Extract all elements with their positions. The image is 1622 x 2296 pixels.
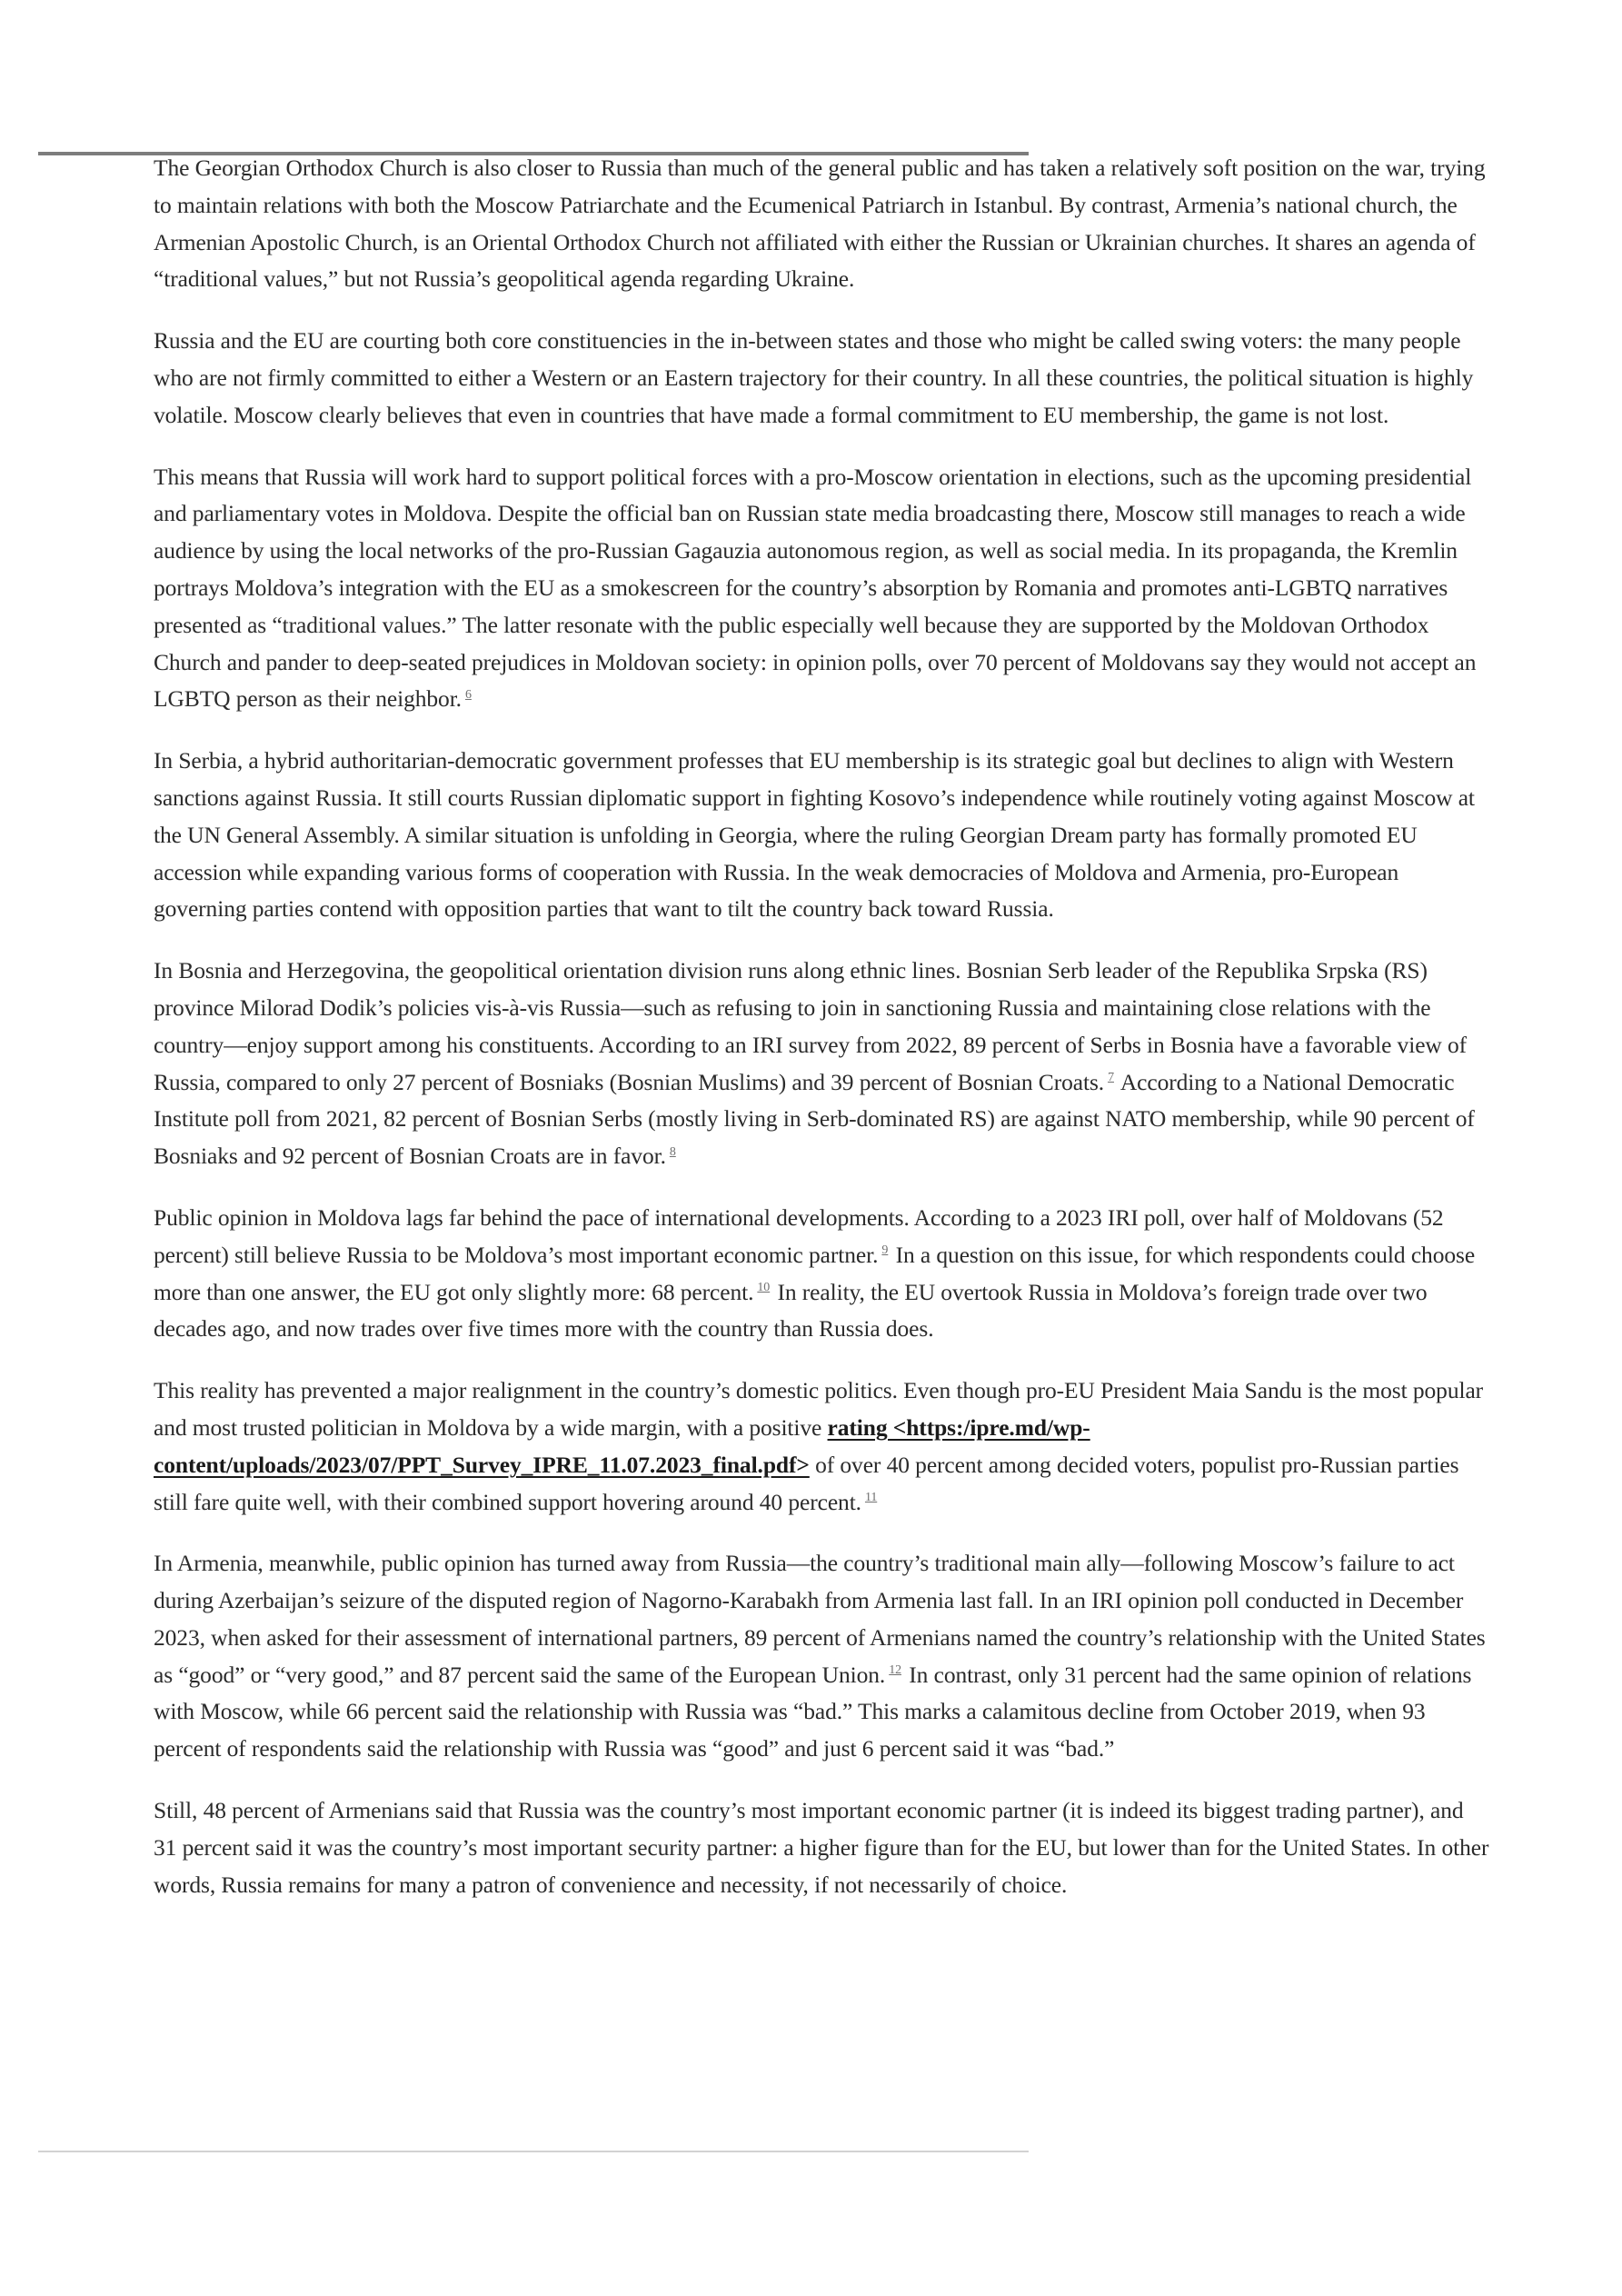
bottom-divider: [38, 2151, 1029, 2152]
footnote-link[interactable]: 12: [889, 1663, 902, 1678]
article-paragraph: [154, 953, 1489, 1175]
footnote-link[interactable]: 7: [1108, 1071, 1114, 1085]
paragraph-text: of over 40 percent among decided voters, populist pro-Russian parties still fare quite well, with their combined support hovering around 40 percent.: [154, 1451, 1459, 1515]
article-paragraph: [154, 323, 1489, 434]
article-body: [154, 150, 1489, 1928]
article-paragraph: [154, 1373, 1489, 1521]
footnote-marker: [889, 1663, 901, 1677]
paragraph-text: This means that Russia will work hard to support political forces with a pro-Moscow orientation in elections, such as the upcoming presidential and parliamentary votes in Moldova. Despite the official ban on Russian state media broadcasting there, Moscow still manages to reach a wide audience by using the local networks of the pro-Russian Gagauzia autonomous region, as well as social media. In its propaganda, the Kremlin portrays Moldova’s integration with the EU as a smokescreen for the country’s absorption by Romania and promotes anti-LGBTQ narratives presented as “traditional values.” The latter resonate with the public especially well because they are supported by the Moldovan Orthodox Church and pander to deep-seated prejudices in Moldovan society: in opinion polls, over 70 percent of Moldovans say they would not accept an LGBTQ person as their neighbor.: [154, 463, 1477, 713]
inline-link[interactable]: rating <https:/ipre.md/wp-content/uploads/2023/07/PPT_Survey_IPRE_11.07.2023_final.pdf>: [154, 1413, 1090, 1478]
article-paragraph: [154, 743, 1489, 928]
article-paragraph: [154, 1792, 1489, 1903]
paragraph-text: In Serbia, a hybrid authoritarian-democratic government professes that EU membership is its strategic goal but declines to align with Western sanctions against Russia. It still courts Russian diplomatic support in fighting Kosovo’s independence while routinely voting against Moscow at the UN General Assembly. A similar situation is unfolding in Georgia, where the ruling Georgian Dream party has formally promoted EU accession while expanding various forms of cooperation with Russia. In the weak democracies of Moldova and Armenia, pro-European governing parties contend with opposition parties that want to tilt the country back toward Russia.: [154, 747, 1475, 923]
footnote-link[interactable]: 11: [864, 1491, 878, 1504]
paragraph-text: In a question on this issue, for which respondents could choose more than one answer, the EU got only slightly more: 68 percent.: [154, 1241, 1476, 1305]
article-paragraph: [154, 1545, 1489, 1768]
paragraph-text: In Bosnia and Herzegovina, the geopolitical orientation division runs along ethnic lines. Bosnian Serb leader of the Republika Srpska (RS) province Milorad Dodik’s policies vis-à-vis Russia—such as refusing to join in sanctioning Russia and maintaining close relations with the country—enjoy support among his constituents. According to an IRI survey from 2022, 89 percent of Serbs in Bosnia have a favorable view of Russia, compared to only 27 percent of Bosniaks (Bosnian Muslims) and 39 percent of Bosnian Croats.: [154, 957, 1468, 1095]
footnote-link[interactable]: 8: [669, 1144, 676, 1159]
paragraph-text: Russia and the EU are courting both core constituencies in the in-between states and those who might be called swing voters: the many people who are not firmly committed to either a Western or an Eastern trajectory for their country. In all these countries, the political situation is highly volatile. Moscow clearly believes that even in countries that have made a formal commitment to EU membership, the game is not lost.: [154, 327, 1474, 428]
footnote-link[interactable]: 10: [757, 1281, 771, 1295]
footnote-marker: [465, 688, 472, 702]
paragraph-text: According to a National Democratic Institute poll from 2021, 82 percent of Bosnian Serbs (mostly living in Serb-dominated RS) are against NATO membership, while 90 percent of Bosniaks and 92 percent of Bosnian Croats are in favor.: [154, 1068, 1475, 1170]
article-paragraph: [154, 150, 1489, 298]
paragraph-text: Public opinion in Moldova lags far behind the pace of international developments. According to a 2023 IRI poll, over half of Moldovans (52 percent) still believe Russia to be Moldova’s most important economic partner.: [154, 1203, 1444, 1268]
footnote-marker: [881, 1243, 888, 1257]
article-paragraph: [154, 1200, 1489, 1348]
paragraph-text: In Armenia, meanwhile, public opinion has turned away from Russia—the country’s traditional main ally—following Moscow’s failure to act during Azerbaijan’s seizure of the disputed region of Nagorno-Karabakh from Armenia last fall. In an IRI opinion poll conducted in December 2023, when asked for their assessment of international partners, 89 percent of Armenians named the country’s relationship with the United States as “good” or “very good,” and 87 percent said the same of the European Union.: [154, 1550, 1486, 1688]
footnote-marker: [865, 1491, 877, 1504]
footnote-link[interactable]: 9: [881, 1243, 889, 1258]
paragraph-text: Still, 48 percent of Armenians said that Russia was the country’s most important economic partner (it is indeed its biggest trading partner), and 31 percent said it was the country’s most important security partner: a higher figure than for the EU, but lower than for the United States. In other words, Russia remains for many a patron of convenience and necessity, if not necessarily of choice.: [154, 1797, 1489, 1898]
paragraph-text: The Georgian Orthodox Church is also closer to Russia than much of the general public and has taken a relatively soft position on the war, trying to maintain relations with both the Moscow Patriarchate and the Ecumenical Patriarch in Istanbul. By contrast, Armenia’s national church, the Armenian Apostolic Church, is an Oriental Orthodox Church not affiliated with either the Russian or Ukrainian churches. It shares an agenda of “traditional values,” but not Russia’s geopolitical agenda regarding Ukraine.: [154, 155, 1486, 293]
paragraph-text: This reality has prevented a major realignment in the country’s domestic politics. Even though pro-EU President Maia Sandu is the most popular and most trusted politician in Moldova by a wide margin, with a positive: [154, 1377, 1484, 1441]
article-paragraph: [154, 459, 1489, 719]
paragraph-text: In reality, the EU overtook Russia in Moldova’s foreign trade over two decades ago, and now trades over five times more with the country than Russia does.: [154, 1278, 1428, 1343]
footnote-marker: [1108, 1071, 1114, 1084]
paragraph-text: In contrast, only 31 percent had the same opinion of relations with Moscow, while 66 percent said the relationship with Russia was “bad.” This marks a calamitous decline from October 2019, when 93 percent of respondents said the relationship with Russia was “good” and just 6 percent said it was “bad.”: [154, 1661, 1472, 1762]
footnote-link[interactable]: 6: [464, 687, 472, 702]
footnote-marker: [757, 1281, 770, 1294]
footnote-marker: [670, 1145, 676, 1159]
